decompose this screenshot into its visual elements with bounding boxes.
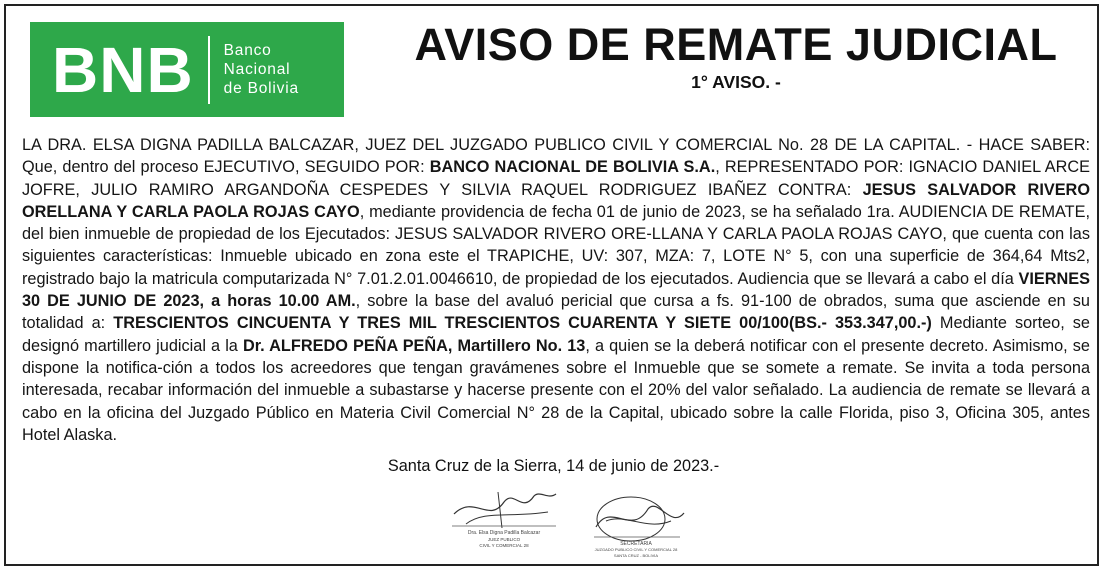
logo-line-2: Nacional (223, 61, 291, 78)
notice-page (4, 4, 1099, 566)
body-emphasis: JESUS SALVADOR RIVERO ORELLANA Y CARLA PAOLA ROJAS CAYO (22, 180, 1090, 221)
judge-stamp-line-1: Dra. Elsa Digna Padilla Balcazar (467, 530, 541, 536)
body-emphasis: Dr. ALFREDO PEÑA PEÑA, Martillero No. 13 (242, 336, 586, 355)
logo-line-3: de Bolivia (223, 80, 299, 97)
judge-stamp-line-3: CIVIL Y COMERCIAL 28 (479, 543, 529, 548)
body-text-segment: , sobre la base del avaluó pericial que cursa a fs. 91-100 de obrados, suma que asciende en su totalidad a: (22, 292, 1090, 333)
logo-mark: BNB (52, 33, 194, 106)
date-line: Santa Cruz de la Sierra, 14 de junio de 2023.- (387, 457, 720, 475)
notice-title: AVISO DE REMATE JUDICIAL (414, 19, 1058, 70)
secretary-stamp-line-2: JUZGADO PUBLICO CIVIL Y COMERCIAL 28 (594, 547, 678, 552)
body-emphasis: TRESCIENTOS CINCUENTA Y TRES MIL TRESCIENTOS CUARENTA Y SIETE 00/100(BS.- 353.347,00.-) (113, 314, 932, 333)
secretary-stamp-line-3: SANTA CRUZ - BOLIVIA (613, 553, 659, 558)
judge-stamp-line-2: JUEZ PUBLICO (487, 537, 521, 542)
notice-subtitle: 1° AVISO. - (691, 72, 781, 92)
bnb-logo (30, 22, 344, 117)
body-text-segment: , a quien se la deberá notificar con el presente decreto. Asimismo, se dispone la notifica-ción a todos los acreedores que tengan gravámenes sobre el Inmueble que se somete a remate. Se invita a toda persona interesada, recabar información del inmueble a subastarse y hacerse presente con el 20% del valor señalado. La audiencia de remate se llevará a cabo en la oficina del Juzgado Público en Materia Civil Comercial N° 28 de la Capital, ubicado sobre la calle Florida, piso 3, Oficina 305, antes Hotel Alaska. (22, 336, 1090, 444)
secretary-stamp-line-1: SECRETARIA (620, 541, 652, 547)
body-text-segment: , REPRESENTADO POR: IGNACIO DANIEL ARCE JOFRE, JULIO RAMIRO ARGANDOÑA CESPEDES Y SILVIA RAQUEL RODRIGUEZ IBAÑEZ CONTRA: (22, 158, 1091, 199)
body-text-segment: , mediante providencia de fecha 01 de junio de 2023, se ha señalado 1ra. AUDIENCIA DE REMATE, del bien inmueble de propiedad de los Ejecutados: JESUS SALVADOR RIVERO ORE-LLANA Y CARLA PAOLA ROJAS CAYO, que cuenta con las siguientes características: Inmueble ubicado en zona este el TRAPICHE, UV: 307, MZA: 7, LOTE N° 5, con una superficie de 364,64 Mts2, registrado bajo la matricula computarizada N° 7.01.2.01.0046610, de propiedad de los ejecutados. Audiencia que se llevará a cabo el día (22, 202, 1090, 288)
body-text-segment: Mediante sorteo, se designó martillero judicial a la (22, 314, 1090, 355)
secretary-signature (576, 491, 696, 561)
body-text-segment: LA DRA. ELSA DIGNA PADILLA BALCAZAR, JUEZ DEL JUZGADO PUBLICO CIVIL Y COMERCIAL No. 28 DE LA CAPITAL. - HACE SABER: Que, dentro del proceso EJECUTIVO, SEGUIDO POR: (22, 136, 1090, 177)
logo-line-1: Banco (223, 42, 272, 59)
body-emphasis: VIERNES 30 DE JUNIO DE 2023, a horas 10.00 AM. (22, 269, 1090, 311)
judge-signature (444, 484, 564, 554)
body-emphasis: BANCO NACIONAL DE BOLIVIA S.A. (429, 158, 716, 177)
logo-wordmark (224, 41, 299, 98)
notice-body (22, 134, 1090, 446)
logo-separator (208, 36, 210, 104)
